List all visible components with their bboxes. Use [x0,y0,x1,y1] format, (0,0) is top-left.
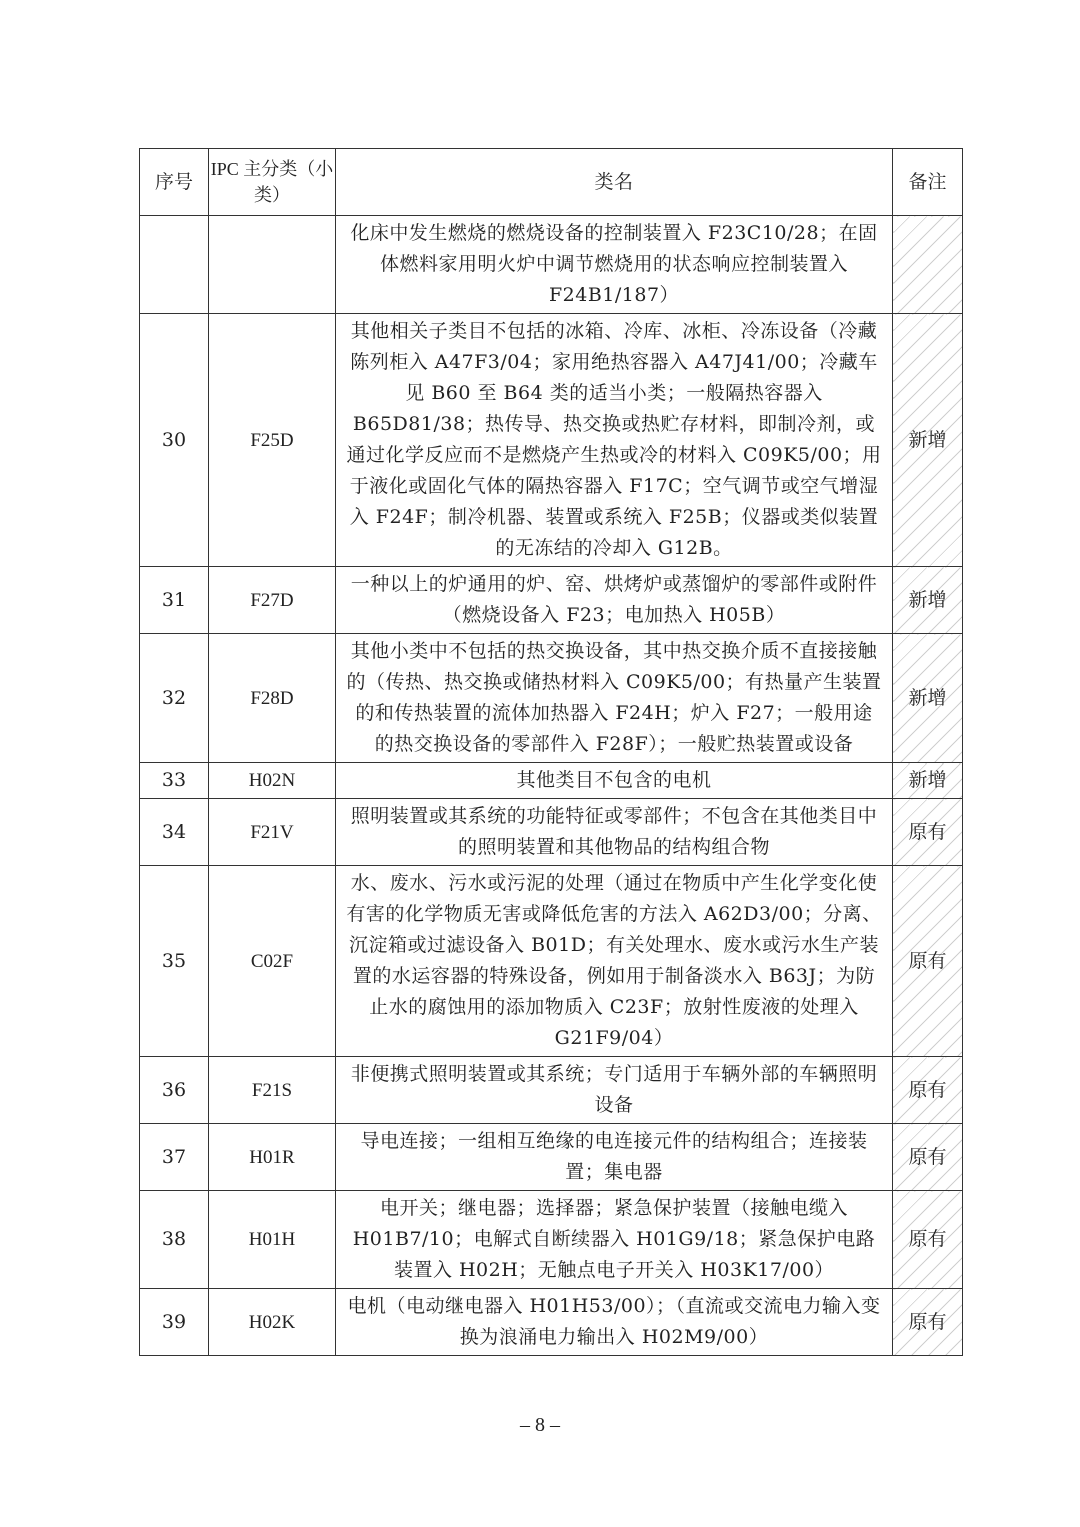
row-ipc-code: F28D [209,634,336,763]
row-ipc-code: H01R [209,1124,336,1191]
row-remark: 新增 [893,567,963,634]
row-class-name: 一种以上的炉通用的炉、窑、烘烤炉或蒸馏炉的零部件或附件（燃烧设备入 F23；电加热入 H05B） [336,567,893,634]
row-class-name: 导电连接；一组相互绝缘的电连接元件的结构组合；连接装置；集电器 [336,1124,893,1191]
row-ipc-code: F25D [209,314,336,567]
row-class-name: 其他相关子类目不包括的冰箱、冷库、冰柜、冷冻设备（冷藏陈列柜入 A47F3/04；家用绝热容器入 A47J41/00；冷藏车见 B60 至 B64 类的适当小类；一般隔热容器入 B65D81/38；热传导、热交换或热贮存材料，即制冷剂，或通过化学反应而不是燃烧产生热或冷的材料入 C09K5/00；用于液化或固化气体的隔热容器入 F17C；空气调节或空气增湿入 F24F；制冷机器、装置或系统入 F25B；仪器或类似装置的无冻结的冷却入 G12B。 [336,314,893,567]
row-serial-number: 36 [140,1057,209,1124]
row-ipc-code: H01H [209,1191,336,1289]
row-ipc-code: F27D [209,567,336,634]
ipc-classification-table [139,148,963,1356]
header-ipc-main-class: IPC 主分类（小类） [209,149,336,216]
row-ipc-code: F21S [209,1057,336,1124]
row-remark: 原有 [893,1057,963,1124]
page-number: – 8 – [520,1414,560,1436]
row-class-name: 非便携式照明装置或其系统；专门适用于车辆外部的车辆照明设备 [336,1057,893,1124]
row-class-name: 其他类目不包含的电机 [336,763,893,799]
table-row [140,763,963,799]
table-body [140,216,963,1356]
table-row [140,1191,963,1289]
row-ipc-code: F21V [209,799,336,866]
header-class-name: 类名 [336,149,893,216]
row-class-name: 电机（电动继电器入 H01H53/00）；（直流或交流电力输入变换为浪涌电力输出入 H02M9/00） [336,1289,893,1356]
row-serial-number [140,216,209,314]
row-class-name: 电开关；继电器；选择器；紧急保护装置（接触电缆入 H01B7/10；电解式自断续器入 H01G9/18；紧急保护电路装置入 H02H；无触点电子开关入 H03K17/00） [336,1191,893,1289]
row-ipc-code [209,216,336,314]
row-serial-number: 37 [140,1124,209,1191]
row-remark: 原有 [893,1124,963,1191]
table-row [140,216,963,314]
row-serial-number: 33 [140,763,209,799]
header-remarks: 备注 [893,149,963,216]
table-row [140,314,963,567]
table-row [140,634,963,763]
row-remark: 原有 [893,1289,963,1356]
row-remark: 原有 [893,866,963,1057]
row-ipc-code: C02F [209,866,336,1057]
header-serial-number: 序号 [140,149,209,216]
table-row [140,1057,963,1124]
row-serial-number: 35 [140,866,209,1057]
table-row [140,567,963,634]
row-class-name: 其他小类中不包括的热交换设备，其中热交换介质不直接接触的（传热、热交换或储热材料入 C09K5/00；有热量产生装置的和传热装置的流体加热器入 F24H；炉入 F27；一般用途的热交换设备的零部件入 F28F）；一般贮热装置或设备 [336,634,893,763]
row-ipc-code: H02K [209,1289,336,1356]
row-remark: 新增 [893,634,963,763]
row-remark: 新增 [893,763,963,799]
row-remark: 原有 [893,1191,963,1289]
table-row [140,866,963,1057]
row-class-name: 化床中发生燃烧的燃烧设备的控制装置入 F23C10/28；在固体燃料家用明火炉中调节燃烧用的状态响应控制装置入 F24B1/187） [336,216,893,314]
row-remark: 原有 [893,799,963,866]
table-row [140,799,963,866]
row-serial-number: 38 [140,1191,209,1289]
row-serial-number: 34 [140,799,209,866]
row-serial-number: 31 [140,567,209,634]
table-row [140,1124,963,1191]
row-serial-number: 32 [140,634,209,763]
table-header-row [140,149,963,216]
table-row [140,1289,963,1356]
row-ipc-code: H02N [209,763,336,799]
row-class-name: 水、废水、污水或污泥的处理（通过在物质中产生化学变化使有害的化学物质无害或降低危害的方法入 A62D3/00；分离、沉淀箱或过滤设备入 B01D；有关处理水、废水或污水生产装置的水运容器的特殊设备，例如用于制备淡水入 B63J；为防止水的腐蚀用的添加物质入 C23F；放射性废液的处理入 G21F9/04） [336,866,893,1057]
row-serial-number: 39 [140,1289,209,1356]
row-serial-number: 30 [140,314,209,567]
row-remark: 新增 [893,314,963,567]
row-remark [893,216,963,314]
row-class-name: 照明装置或其系统的功能特征或零部件；不包含在其他类目中的照明装置和其他物品的结构组合物 [336,799,893,866]
